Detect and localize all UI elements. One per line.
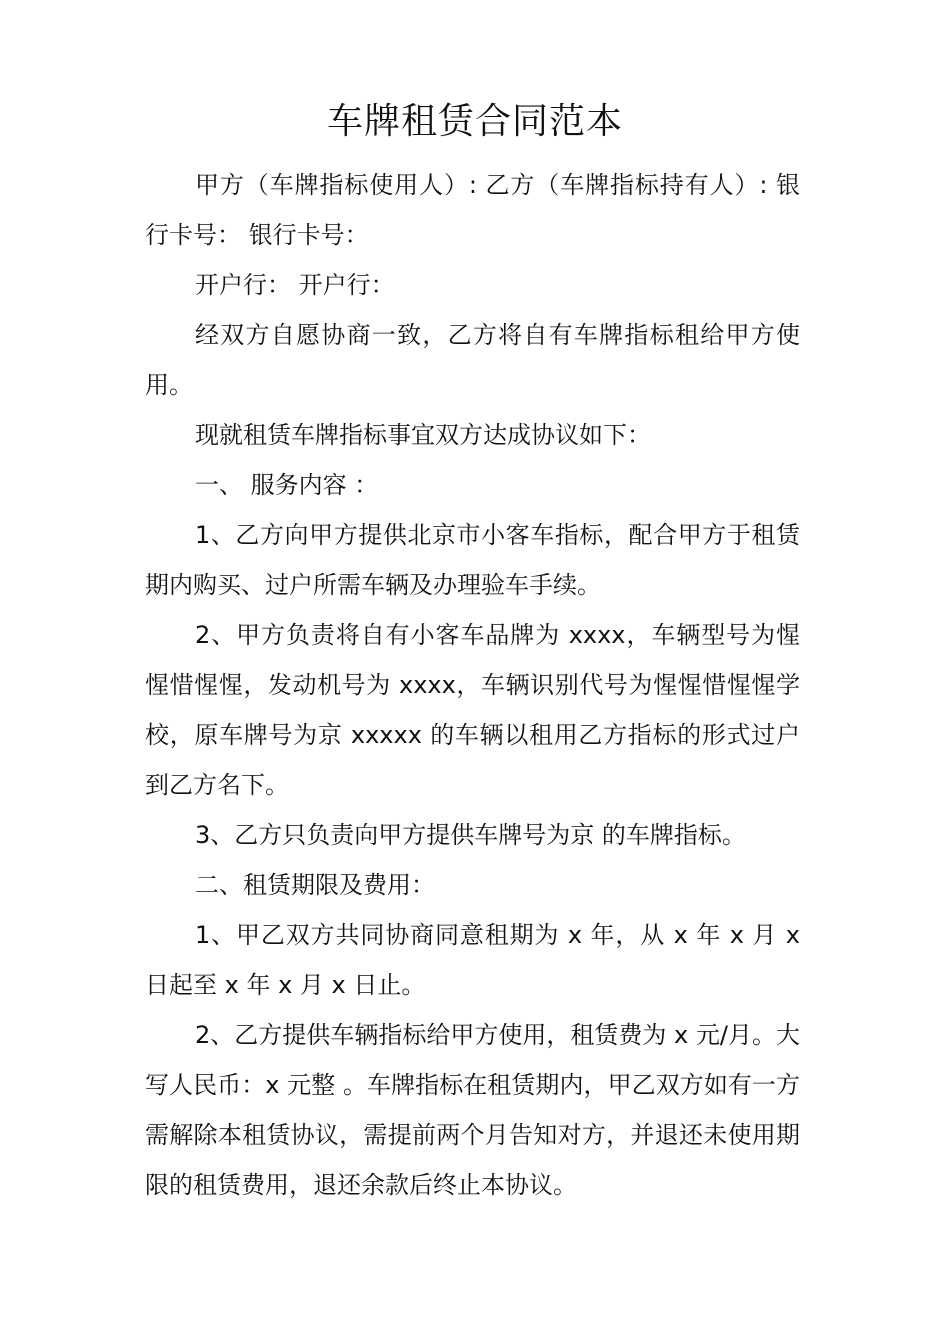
bank-info-paragraph: 开户行： 开户行： <box>195 271 395 299</box>
document-body <box>145 160 800 1210</box>
party-info-paragraph: 甲方（车牌指标使用人）: 乙方（车牌指标持有人）: 银行卡号： 银行卡号： <box>145 171 800 249</box>
document-title: 车牌租赁合同范本 <box>326 101 623 142</box>
section-one-heading: 一、 服务内容 ： <box>195 471 379 499</box>
clause-1-1: 1、乙方向甲方提供北京市小客车指标，配合甲方于租赁期内购买、过户所需车辆及办理验车手续。 <box>145 521 800 599</box>
clause-2-2: 2、乙方提供车辆指标给甲方使用，租赁费为 x 元/月。大写人民币：x 元整 。车牌指标在租赁期内，甲乙双方如有一方需解除本租赁协议，需提前两个月告知对方，并退还未使用期限的租赁费用，退还余款后终止本协议。 <box>145 1021 800 1199</box>
agreement-lead-paragraph: 现就租赁车牌指标事宜双方达成协议如下： <box>195 421 651 449</box>
section-two-heading: 二、租赁期限及费用： <box>195 871 435 899</box>
clause-1-2: 2、甲方负责将自有小客车品牌为 xxxx，车辆型号为惺惺惜惺惺，发动机号为 xxxx，车辆识别代号为惺惺惜惺惺学校，原车牌号为京 xxxxx 的车辆以租用乙方指标的形式过户到乙方名下。 <box>145 621 800 799</box>
clause-1-3: 3、乙方只负责向甲方提供车牌号为京 的车牌指标。 <box>195 821 746 849</box>
clause-2-1: 1、甲乙双方共同协商同意租期为 x 年，从 x 年 x 月 x 日起至 x 年 x 月 x 日止。 <box>145 921 800 999</box>
agreement-intro-paragraph: 经双方自愿协商一致，乙方将自有车牌指标租给甲方使用。 <box>145 321 800 399</box>
